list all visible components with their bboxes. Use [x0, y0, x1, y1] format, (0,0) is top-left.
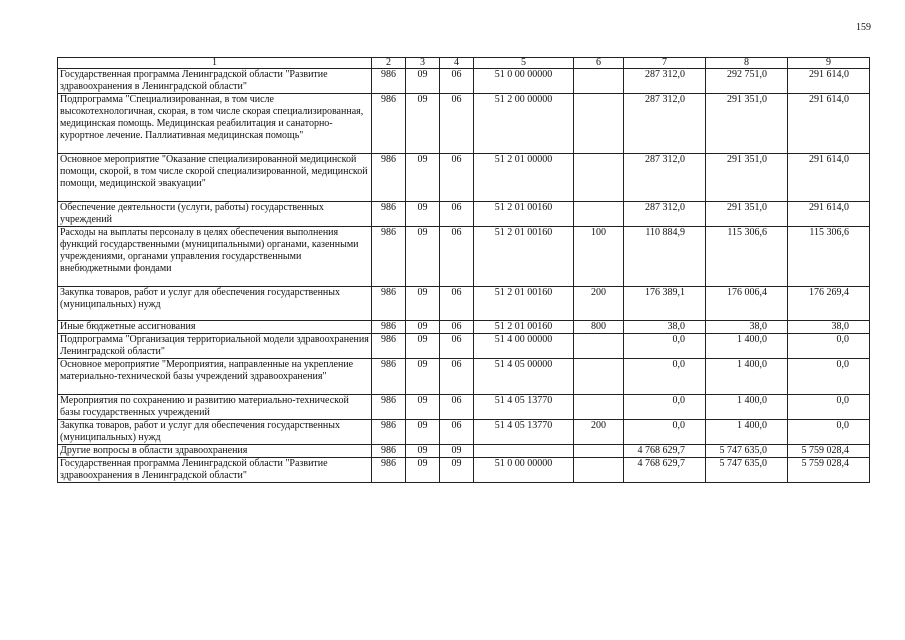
row-amount-cell: 0,0 [788, 395, 870, 420]
column-header: 7 [624, 58, 706, 69]
row-code-cell: 986 [372, 94, 406, 154]
row-expense-type-cell [574, 359, 624, 395]
table-header-row [58, 58, 870, 69]
column-header: 3 [406, 58, 440, 69]
row-amount-cell: 115 306,6 [788, 227, 870, 287]
row-expense-type-cell [574, 94, 624, 154]
row-code-cell: 986 [372, 458, 406, 483]
row-code-cell: 986 [372, 334, 406, 359]
row-subsection-cell: 06 [440, 287, 474, 321]
table-row [58, 445, 870, 458]
budget-table [57, 57, 870, 483]
row-section-cell: 09 [406, 334, 440, 359]
row-code-cell: 986 [372, 395, 406, 420]
row-section-cell: 09 [406, 420, 440, 445]
row-code-cell: 986 [372, 154, 406, 202]
row-target-article-cell: 51 2 01 00160 [474, 321, 574, 334]
row-section-cell: 09 [406, 69, 440, 94]
page-number: 159 [856, 22, 871, 33]
row-name-cell: Государственная программа Ленинградской области "Развитие здравоохранения в Ленинградской области" [58, 458, 372, 483]
table-row [58, 227, 870, 287]
row-expense-type-cell: 200 [574, 420, 624, 445]
column-header: 5 [474, 58, 574, 69]
row-amount-cell: 287 312,0 [624, 202, 706, 227]
row-amount-cell: 0,0 [624, 334, 706, 359]
row-name-cell: Подпрограмма "Специализированная, в том числе высокотехнологичная, скорая, в том числе скорая специализированная, медицинская помощь. Медицинская реабилитация и санаторно-курортное лечение. Паллиативная медицинская помощь" [58, 94, 372, 154]
row-target-article-cell: 51 0 00 00000 [474, 69, 574, 94]
row-amount-cell: 287 312,0 [624, 94, 706, 154]
row-code-cell: 986 [372, 445, 406, 458]
row-subsection-cell: 06 [440, 359, 474, 395]
row-amount-cell: 5 759 028,4 [788, 458, 870, 483]
row-subsection-cell: 06 [440, 202, 474, 227]
row-expense-type-cell [574, 445, 624, 458]
row-target-article-cell: 51 0 00 00000 [474, 458, 574, 483]
table-row [58, 395, 870, 420]
row-amount-cell: 1 400,0 [706, 420, 788, 445]
row-amount-cell: 0,0 [624, 359, 706, 395]
row-amount-cell: 4 768 629,7 [624, 445, 706, 458]
row-name-cell: Основное мероприятие "Оказание специализированной медицинской помощи, скорой, в том числе скорой специализированной, медицинской помощи, медицинской эвакуации" [58, 154, 372, 202]
row-section-cell: 09 [406, 458, 440, 483]
row-target-article-cell: 51 2 01 00160 [474, 287, 574, 321]
row-name-cell: Закупка товаров, работ и услуг для обеспечения государственных (муниципальных) нужд [58, 287, 372, 321]
table-row [58, 334, 870, 359]
row-target-article-cell: 51 4 05 00000 [474, 359, 574, 395]
row-section-cell: 09 [406, 287, 440, 321]
row-name-cell: Подпрограмма "Организация территориальной модели здравоохранения Ленинградской области" [58, 334, 372, 359]
row-amount-cell: 115 306,6 [706, 227, 788, 287]
row-name-cell: Другие вопросы в области здравоохранения [58, 445, 372, 458]
row-section-cell: 09 [406, 445, 440, 458]
row-amount-cell: 5 759 028,4 [788, 445, 870, 458]
row-section-cell: 09 [406, 202, 440, 227]
row-target-article-cell: 51 4 00 00000 [474, 334, 574, 359]
row-code-cell: 986 [372, 202, 406, 227]
row-subsection-cell: 06 [440, 334, 474, 359]
column-header: 1 [58, 58, 372, 69]
row-amount-cell: 291 351,0 [706, 202, 788, 227]
row-expense-type-cell [574, 69, 624, 94]
row-section-cell: 09 [406, 94, 440, 154]
table-body [58, 69, 870, 483]
row-section-cell: 09 [406, 154, 440, 202]
row-amount-cell: 1 400,0 [706, 395, 788, 420]
row-amount-cell: 38,0 [624, 321, 706, 334]
row-subsection-cell: 06 [440, 420, 474, 445]
row-subsection-cell: 06 [440, 227, 474, 287]
row-amount-cell: 5 747 635,0 [706, 458, 788, 483]
row-name-cell: Иные бюджетные ассигнования [58, 321, 372, 334]
row-amount-cell: 1 400,0 [706, 359, 788, 395]
row-section-cell: 09 [406, 359, 440, 395]
row-amount-cell: 176 389,1 [624, 287, 706, 321]
table-row [58, 94, 870, 154]
table-row [58, 321, 870, 334]
row-amount-cell: 291 614,0 [788, 94, 870, 154]
row-subsection-cell: 06 [440, 395, 474, 420]
row-amount-cell: 38,0 [788, 321, 870, 334]
row-code-cell: 986 [372, 321, 406, 334]
row-subsection-cell: 06 [440, 154, 474, 202]
table-row [58, 287, 870, 321]
column-header: 4 [440, 58, 474, 69]
table-row [58, 69, 870, 94]
row-amount-cell: 287 312,0 [624, 69, 706, 94]
row-expense-type-cell: 100 [574, 227, 624, 287]
row-code-cell: 986 [372, 359, 406, 395]
row-amount-cell: 0,0 [788, 334, 870, 359]
row-subsection-cell: 06 [440, 321, 474, 334]
row-amount-cell: 38,0 [706, 321, 788, 334]
row-expense-type-cell [574, 154, 624, 202]
row-code-cell: 986 [372, 420, 406, 445]
row-code-cell: 986 [372, 69, 406, 94]
row-target-article-cell: 51 2 01 00160 [474, 227, 574, 287]
row-name-cell: Основное мероприятие "Мероприятия, направленные на укрепление материально-технической базы учреждений здравоохранения" [58, 359, 372, 395]
row-section-cell: 09 [406, 321, 440, 334]
row-amount-cell: 4 768 629,7 [624, 458, 706, 483]
row-subsection-cell: 06 [440, 94, 474, 154]
column-header: 8 [706, 58, 788, 69]
row-amount-cell: 291 351,0 [706, 154, 788, 202]
table-row [58, 359, 870, 395]
row-amount-cell: 176 269,4 [788, 287, 870, 321]
row-amount-cell: 291 614,0 [788, 69, 870, 94]
row-name-cell: Закупка товаров, работ и услуг для обеспечения государственных (муниципальных) нужд [58, 420, 372, 445]
table-row [58, 154, 870, 202]
row-expense-type-cell [574, 202, 624, 227]
table-row [58, 202, 870, 227]
row-amount-cell: 0,0 [624, 395, 706, 420]
column-header: 2 [372, 58, 406, 69]
column-header: 6 [574, 58, 624, 69]
row-amount-cell: 291 614,0 [788, 154, 870, 202]
row-subsection-cell: 09 [440, 458, 474, 483]
table-row [58, 458, 870, 483]
row-amount-cell: 0,0 [624, 420, 706, 445]
row-expense-type-cell: 800 [574, 321, 624, 334]
row-target-article-cell: 51 2 00 00000 [474, 94, 574, 154]
row-name-cell: Мероприятия по сохранению и развитию материально-технической базы государственных учреждений [58, 395, 372, 420]
row-amount-cell: 176 006,4 [706, 287, 788, 321]
row-target-article-cell: 51 2 01 00000 [474, 154, 574, 202]
column-header: 9 [788, 58, 870, 69]
row-code-cell: 986 [372, 227, 406, 287]
row-expense-type-cell [574, 334, 624, 359]
row-target-article-cell [474, 445, 574, 458]
row-amount-cell: 1 400,0 [706, 334, 788, 359]
row-amount-cell: 110 884,9 [624, 227, 706, 287]
table-row [58, 420, 870, 445]
row-target-article-cell: 51 4 05 13770 [474, 395, 574, 420]
row-section-cell: 09 [406, 227, 440, 287]
row-expense-type-cell: 200 [574, 287, 624, 321]
row-subsection-cell: 09 [440, 445, 474, 458]
row-subsection-cell: 06 [440, 69, 474, 94]
row-name-cell: Государственная программа Ленинградской области "Развитие здравоохранения в Ленинградской области" [58, 69, 372, 94]
row-amount-cell: 291 351,0 [706, 94, 788, 154]
row-amount-cell: 291 614,0 [788, 202, 870, 227]
row-amount-cell: 5 747 635,0 [706, 445, 788, 458]
row-expense-type-cell [574, 395, 624, 420]
row-code-cell: 986 [372, 287, 406, 321]
row-amount-cell: 287 312,0 [624, 154, 706, 202]
row-target-article-cell: 51 2 01 00160 [474, 202, 574, 227]
row-name-cell: Расходы на выплаты персоналу в целях обеспечения выполнения функций государственными (муниципальными) органами, казенными учреждениями, органами управления государственными внебюджетными фондами [58, 227, 372, 287]
row-expense-type-cell [574, 458, 624, 483]
row-amount-cell: 0,0 [788, 359, 870, 395]
row-target-article-cell: 51 4 05 13770 [474, 420, 574, 445]
row-amount-cell: 0,0 [788, 420, 870, 445]
row-name-cell: Обеспечение деятельности (услуги, работы) государственных учреждений [58, 202, 372, 227]
row-amount-cell: 292 751,0 [706, 69, 788, 94]
row-section-cell: 09 [406, 395, 440, 420]
